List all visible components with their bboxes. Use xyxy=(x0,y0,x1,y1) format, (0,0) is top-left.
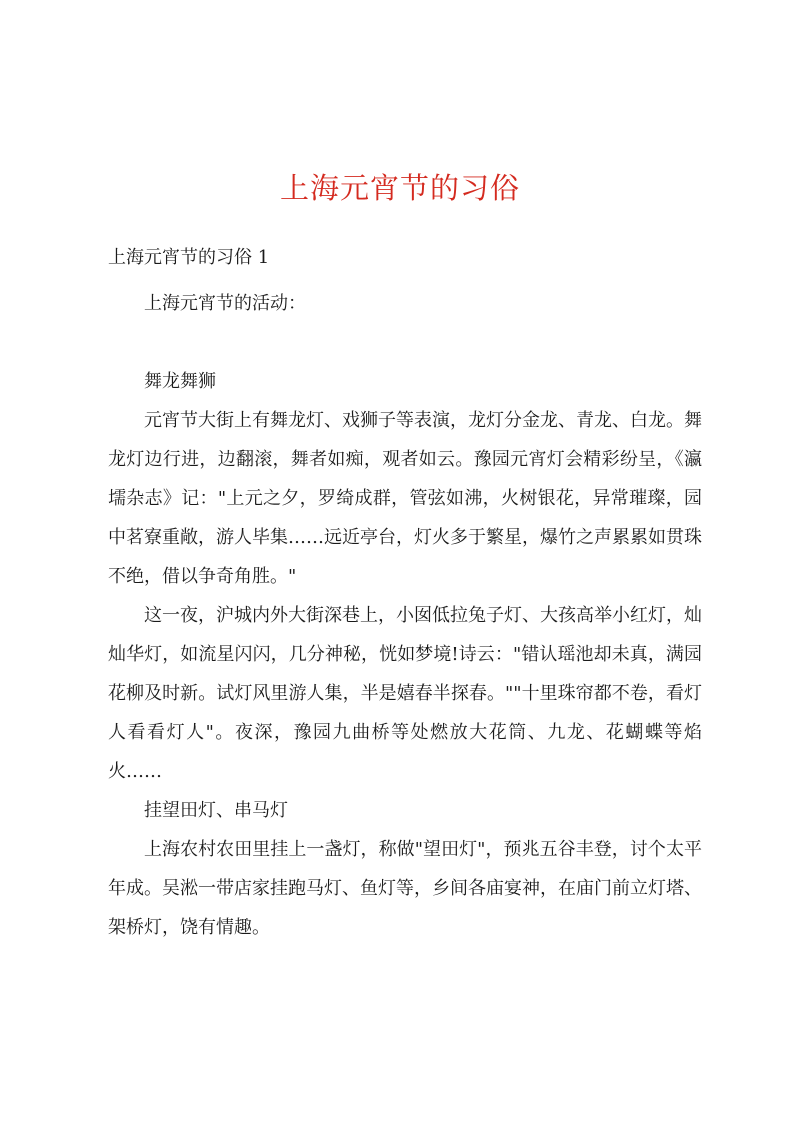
document-title: 上海元宵节的习俗 xyxy=(279,171,520,205)
paragraph-dragon-lion: 元宵节大街上有舞龙灯、戏狮子等表演，龙灯分金龙、青龙、白龙。舞龙灯边行进，边翻滚，舞者如痴，观者如云。豫园元宵灯会精彩纷呈，《瀛壖杂志》记："上元之夕，罗绮成群，管弦如沸，火树银花，异常璀璨，园中茗寮重敞，游人毕集……远近亭台，灯火多于繁星，爆竹之声累累如贯珠不绝，借以争奇角胜。" xyxy=(108,410,702,587)
document-body xyxy=(108,284,702,947)
section-heading: 上海元宵节的习俗 1 xyxy=(108,247,270,268)
paragraph-heading-dragon-lion: 舞龙舞狮 xyxy=(144,371,216,392)
paragraph-night-lanterns: 这一夜，沪城内外大街深巷上，小囡低拉兔子灯、大孩高举小红灯，灿灿华灯，如流星闪闪，几分神秘，恍如梦境!诗云："错认瑶池却未真，满园花柳及时新。试灯风里游人集，半是嬉春半探春。""十里珠帘都不卷，看灯人看看灯人"。夜深，豫园九曲桥等处燃放大花筒、九龙、花蝴蝶等焰火…… xyxy=(108,605,702,782)
paragraph-field-lanterns: 上海农村农田里挂上一盏灯，称做"望田灯"，预兆五谷丰登，讨个太平年成。吴淞一带店家挂跑马灯、鱼灯等，乡间各庙宴神，在庙门前立灯塔、架桥灯，饶有情趣。 xyxy=(108,839,702,938)
paragraph-heading-field-lanterns: 挂望田灯、串马灯 xyxy=(144,800,288,821)
paragraph-activities-intro: 上海元宵节的活动： xyxy=(144,293,306,314)
